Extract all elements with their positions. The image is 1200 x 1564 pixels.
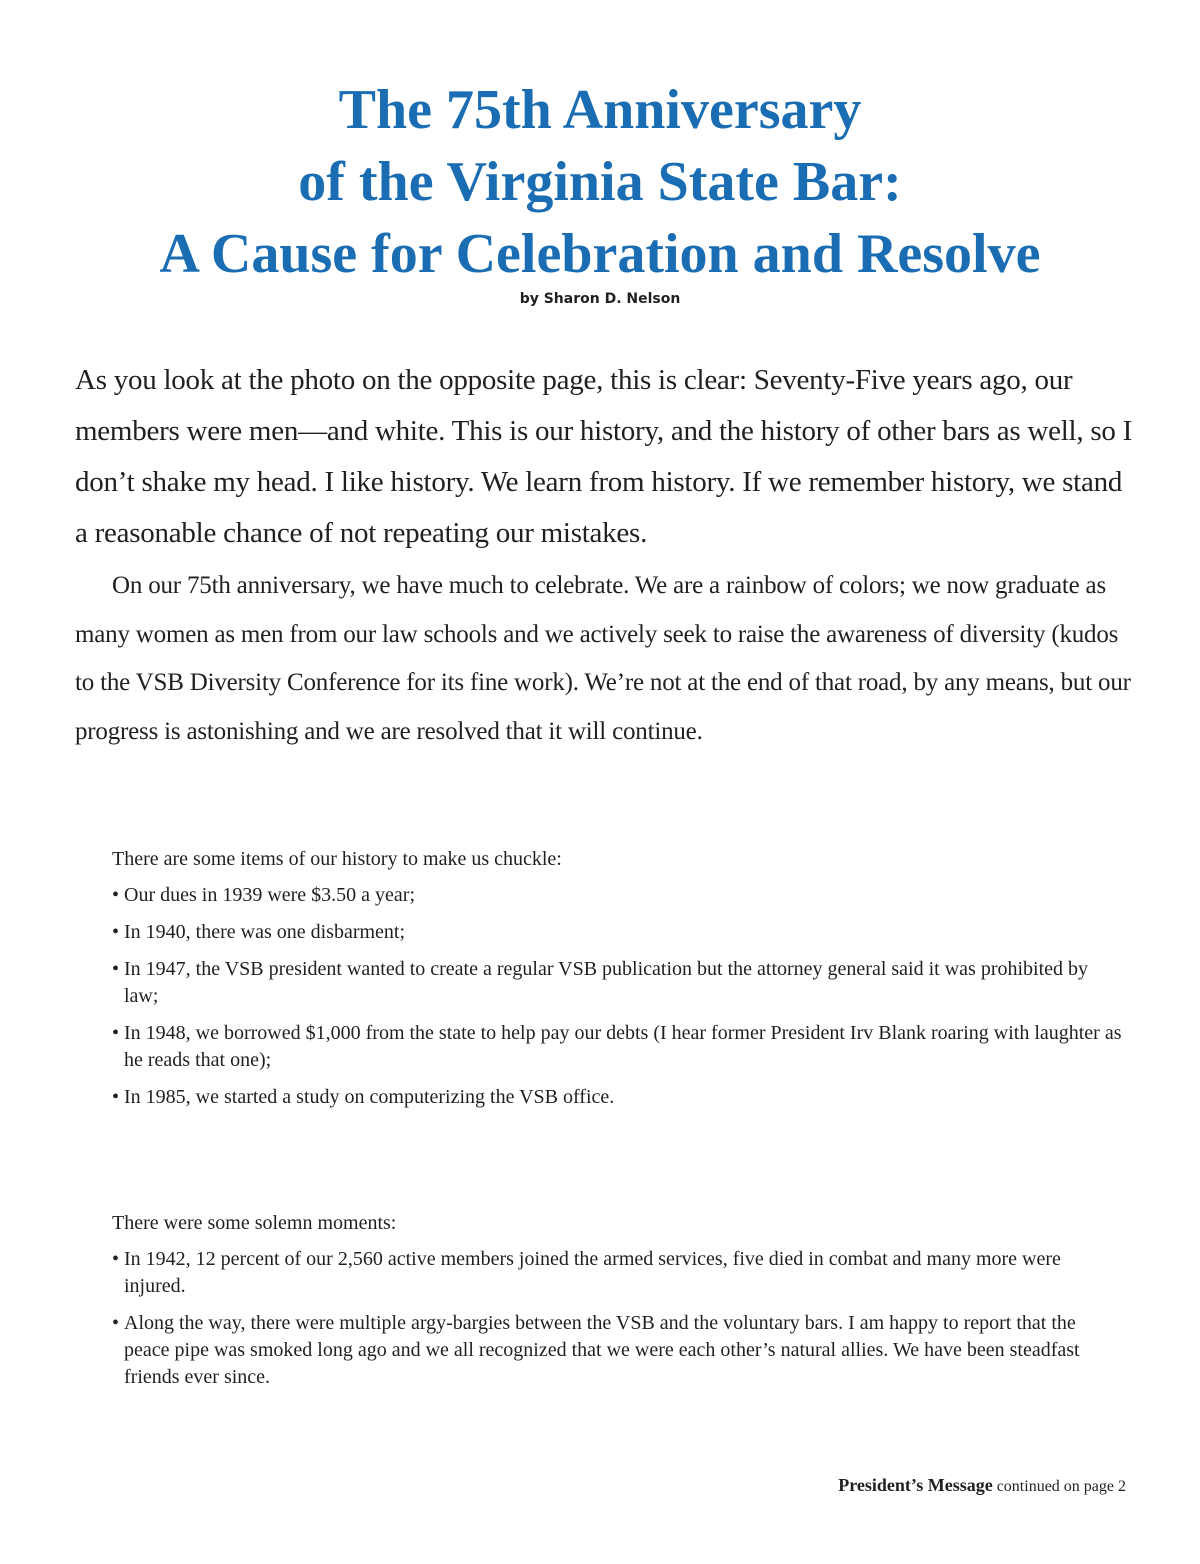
author-byline: by Sharon D. Nelson — [519, 291, 681, 307]
article-title — [0, 74, 1200, 290]
lead-paragraph: As you look at the photo on the opposite page, this is clear: Seventy-Five years ago, our members were men—and white. This is our history, and the history of other bars as well, so I don’t shake my head. I like history. We learn from history. If we remember history, we stand a reasonable chance of not repeating our mistakes. — [75, 364, 1133, 549]
bullet-icon: • — [112, 921, 120, 943]
bullet-icon: • — [112, 1248, 120, 1270]
chuckle-list — [112, 882, 1122, 1111]
list-item-text: In 1940, there was one disbarment; — [124, 921, 406, 943]
list-item — [112, 882, 1122, 909]
chuckle-section — [112, 846, 1122, 1111]
list-item-text: In 1947, the VSB president wanted to create a regular VSB publication but the attorney general said it was prohibited by law; — [124, 958, 1089, 1007]
list-item-text: In 1985, we started a study on computerizing the VSB office. — [124, 1086, 615, 1108]
list-item-text: Our dues in 1939 were $3.50 a year; — [124, 884, 416, 906]
list-item — [112, 1084, 1122, 1111]
list-item — [112, 1310, 1122, 1391]
bullet-icon: • — [112, 1086, 120, 1108]
solemn-section — [112, 1210, 1122, 1391]
bullet-icon: • — [112, 1312, 120, 1334]
list-item-text: In 1942, 12 percent of our 2,560 active members joined the armed services, five died in combat and many more were injured. — [124, 1248, 1061, 1297]
list-item — [112, 1020, 1122, 1074]
continuation-text: continued on page 2 — [996, 1478, 1126, 1495]
title-line-2: of the Virginia State Bar: — [298, 151, 902, 213]
solemn-list — [112, 1246, 1122, 1391]
list-item — [112, 919, 1122, 946]
bullet-icon: • — [112, 884, 120, 906]
list-item — [112, 956, 1122, 1010]
bullet-icon: • — [112, 1022, 120, 1044]
title-line-1: The 75th Anniversary — [338, 79, 862, 141]
section-intro: There are some items of our history to make us chuckle: — [112, 848, 562, 870]
title-line-3: A Cause for Celebration and Resolve — [159, 223, 1041, 285]
list-item — [112, 1246, 1122, 1300]
list-item-text: Along the way, there were multiple argy-bargies between the VSB and the voluntary bars. I am happy to report that the peace pipe was smoked long ago and we all recognized that we were each other’s natural allies. We have been steadfast friends ever since. — [124, 1312, 1080, 1388]
bullet-icon: • — [112, 958, 120, 980]
body-paragraph: On our 75th anniversary, we have much to celebrate. We are a rainbow of colors; we now graduate as many women as men from our law schools and we actively seek to raise the awareness of diversity (kudos to the VSB Diversity Conference for its fine work). We’re not at the end of that road, by any means, but our progress is astonishing and we are resolved that it will continue. — [75, 572, 1131, 745]
continuation-note — [838, 1475, 1126, 1496]
continuation-label: President’s Message — [838, 1475, 993, 1495]
section-intro: There were some solemn moments: — [112, 1212, 397, 1234]
list-item-text: In 1948, we borrowed $1,000 from the state to help pay our debts (I hear former President Irv Blank roaring with laughter as he reads that one); — [124, 1022, 1122, 1071]
